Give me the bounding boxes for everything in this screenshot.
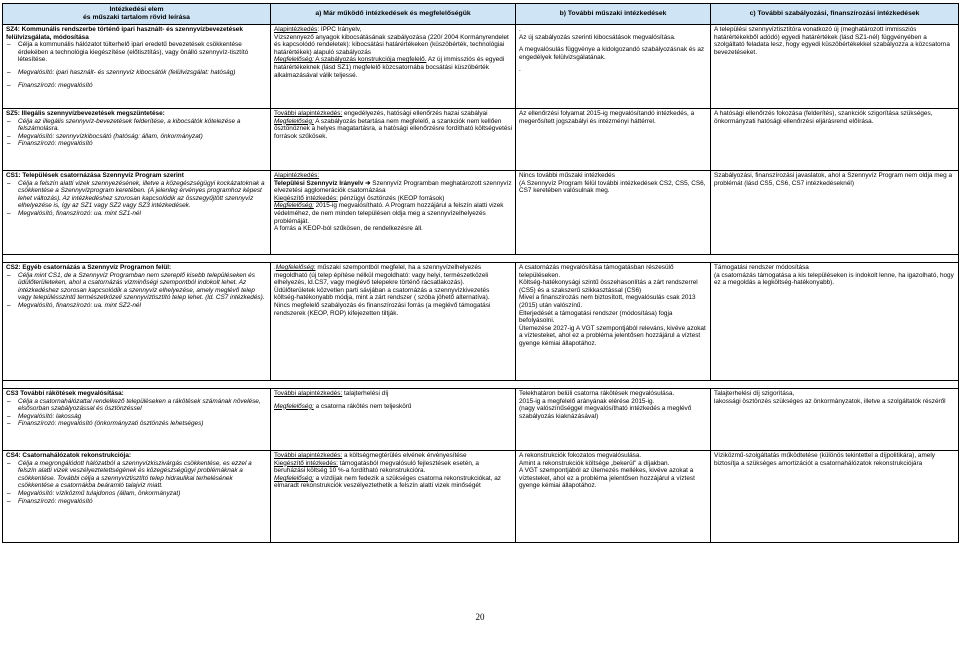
measure-row-cs2 [3,263,959,381]
cell-cs2-technical: A csatornázás megvalósítása támogatásban részesülő településeken. Költség-hatékonysági szintű összehasonlítás a zárt rendszerrel (CS5) és a szakszerű szikkasztással (CS6) Mivel a finanszírozás nem biztosított, megvalósulás csak 2013 (2015) után valószínű. Elterjedését a támogatási rendszer (módosítása) fogja befolyásolni. Ütemezése 2027-ig A VGT szempontjából releváns, kivéve azokat a víztesteket, ahol ez a probléma jelentősen hozzájárul a víztest gyenge kémiai állapotához. [516,263,711,381]
spacer-row [3,255,959,263]
measure-row-sz5 [3,109,959,171]
cell-cs2-regulatory: Támogatási rendszer módosítása (a csatornázás támogatása a kis településeken is indokolt lenne, ha igazolható, hogy ez a megoldás a legköltség-hatékonyabb). [711,263,959,381]
cell-cs4-regulatory: Víziközmű-szolgáltatás működtetése (különös tekintettel a díjpolitikára), amely biztosítja a szükséges amortizációt a csatornahálózatok rekonstrukciójára [711,451,959,543]
header-row [3,4,959,25]
cell-sz5-existing: További alapintézkedés: engedélyezés, hatósági ellenőrzés hazai szabályai Megfelelőség: A szabályozás betartása nem megfelelő, a szankciók nem kellően ösztönöznek a helyes magatartásra, a hatósági ellenőrzésre fordítható költségvetési források szűkösek. [271,109,516,171]
cell-cs1-technical: Nincs további műszaki intézkedés (A Szennyvíz Program félül további intézkedések CS2, CS5, CS6, CS7 keretében valósulnak meg. [516,171,711,255]
cell-sz5-technical: Az ellenőrzési folyamat 2015-ig megvalósítandó intézkedés, a megerősített jogszabályi és intézményi háttérrel. [516,109,711,171]
spacer-row [3,381,959,389]
measure-row-cs4 [3,451,959,543]
cell-cs1-regulatory: Szabályozási, finanszírozási javaslatok, ahol a Szennyvíz Program nem oldja meg a problémát (lásd CS5, CS6, CS7 intézkedéseknél) [711,171,959,255]
header-regulatory-measures: c) További szabályozási, finanszírozási intézkedések [711,4,959,25]
header-element-description: Intézkedési elem és műszaki tartalom rövid leírása [3,4,271,25]
cell-sz4-description: SZ4: Kommunális rendszerbe történő ipari használt- és szennyvízbevezetések felülvizsgálata, módosítása – Célja a kommunális hálózatot túlterhelő ipari eredetű bevezetések csökkentése érdekében a technológia kiegészítése (előtisztítás), vagy önálló szennyvíz-tisztító létesítése. – Megvalósító: ipari használt- és szennyvíz kibocsátók (felülvizsgálat: hatóság) – Finanszírozó: megvalósító [3,25,271,109]
cell-sz4-technical: . Az új szabályozás szerinti kibocsátások megvalósítása. A megvalósulás függvénye a kidolgozandó szabályozásnak és az engedélyek felülvizsgálatának. . [516,25,711,109]
cell-cs3-regulatory: Talajterhelési díj szigorítása, lakossági ösztönzés szükséges az önkormányzatok, illetve a szolgáltatók részéről [711,389,959,451]
measure-row-cs1 [3,171,959,255]
cell-cs4-existing: További alapintézkedés: a költségmegtérülés elvének érvényesítése Kiegészítő intézkedés: támogatásból megvalósuló fejlesztések esetén, a beruházási költség 10 %-a fordítható rekonstrukcióra. Megfelelőség: a vízdíjak nem fedezik a szükséges csatorna rekonstrukciókat, az elmaradt rekonstrukciók veszélyeztethetik a felszín alatti vizek minőségét [271,451,516,543]
cell-cs3-description: CS3 További rákötések megvalósítása: – Célja a csatornahálózattal rendelkező településeken a rákötések számának növelése, elsősorban szabályozással és ösztönzéssel – Megvalósító: lakosság – Finanszírozó: megvalósító (önkormányzati ösztönzés lehetséges) [3,389,271,451]
cell-cs4-technical: A rekonstrukciók fokozatos megvalósulása. Amint a rekonstrukciók költsége „bekerül" a díjakban. A VGT szempontjából az ütemezés mellékes, kivéve azokat a víztesteket, ahol ez a probléma jelentősen hozzájárul a víztest gyenge kémiai állapotához. [516,451,711,543]
cell-cs3-existing: További alapintézkedés: talajterhelési díj Megfelelőség: a csatorna rákötés nem teljeskörű [271,389,516,451]
measures-table [2,3,959,543]
arrow-icon: ➔ [365,179,371,187]
cell-sz4-regulatory: A települési szennyvíztisztítóra vonatkozó új (meghatározott immissziós határértékekből adódó) egyedi határértékek (lásd SZ1-nél) függvényében a szolgáltató feladata lesz, hogy egyedi küszöbértékekkel szabályozza a közcsatorna bevezetéseket. [711,25,959,109]
cell-sz5-regulatory: A hatósági ellenőrzés fokozása (felderítés), szankciók szigorítása szükséges, önkormányzati hatósági ellenőrzési eljárásrend előírása. [711,109,959,171]
cell-cs2-description: CS2: Egyéb csatornázás a Szennyvíz Programon felül: – Célja mint CS1, de a Szennyvíz Programban nem szereplő kisebb településeken és üdülőterületeken, ahol a csatornázás vízminőségi szempontból indokolt lehet. Az intézkedéshez szorosan kapcsolódik a szennyvíz elhelyezése, amely meglévő telep vagy településszintű természetközeli szennyvíztisztító telep lehet. (ld. CS7 intézkedés). – Megvalósító, finanszírozó: ua. mint SZ2-nél [3,263,271,381]
cell-cs1-existing: Alapintézkedés: Települési Szennyvíz Irányelv ➔ Szennyvíz Programban meghatározott szennyvíz elvezetési agglomerációk csatornázása Kiegészítő intézkedés: pénzügyi ösztönzés (KEOP források) Megfelelőség: 2015-ig megvalósítható. A Program hozzájárul a felszín alatti vizek védelméhez, de nem minden településen oldja meg a szennyvízelhelyezés problémáját. A forrás a KEOP-ból szűkösen, de rendelkezésre áll. [271,171,516,255]
cell-cs3-technical: Telekhatáron belüli csatorna rákötések megvalósulása. 2015-ig a megfelelő arányának elérése 2015-ig. (nagy valószínűséggel megvalósítható intézkedés a meglévő szabályozás kiaknázásával) [516,389,711,451]
measure-row-sz4 [3,25,959,109]
header-technical-measures: b) További műszaki intézkedések [516,4,711,25]
cell-sz4-existing: Alapintézkedés: IPPC Irányelv, Vízszennyező anyagok kibocsátásának szabályozása (220/ 2004 Kormányrendelet és kapcsolódó rendeletek): kibocsátási határértékeken (küszöbérték, technológiai határértékek) alapuló szabályozás Megfelelőség: A szabályozás konstrukciója megfelelő. Az új immissziós és egyedi határértékeknek (lásd SZ1) megfelelő közcsatornába bocsátási küszöbérték alkalmazásával válik teljessé. [271,25,516,109]
cell-cs2-existing: .Megfelelőség: műszaki szempontból megfelel, ha a szennyvízelhelyezés megoldható (új telep építése nélkül megoldható: vagy helyi, természetközeli elhelyezés, ld.CS7, vagy meglévő telepekre történő rácsatlakozás). Üdülőterületek közvetlen parti sávjában a csatornázás a szennyvízkivezetés költség-hatékonyabb módja, mint a zárt rendszer ( szóba jöhető alternatíva). Nincs megfelelő szabályozás és finanszírozási forrás (a meglévő támogatási rendszerek (KEOP, ROP) kifejezetten tiltják. [271,263,516,381]
cell-cs1-description: CS1: Települések csatornázása Szennyvíz Program szerint – Célja a felszín alatti vizek szennyezésének, illetve a közegészségügyi kockázatoknak a csökkentése a Szennyvízprogram keretében. (A jelenleg érvényes programhoz képest lehet változás). Az intézkedéshez szorosan kapcsolódik az összegyűjtött szennyvíz elhelyezése is, így az SZ1 vagy SZ2 vagy SZ3 intézkedések. – Megvalósító, finanszírozó: ua. mint SZ1-nél [3,171,271,255]
page-number: 20 [475,612,485,622]
header-existing-measures: a) Már működő intézkedések és megfelelőségük [271,4,516,25]
measure-row-cs3 [3,389,959,451]
cell-cs4-description: CS4: Csatornahálózatok rekonstrukciója: – Célja a megrongálódott hálózatból a szennyvízkiszivárgás csökkentése, es ezzel a felszín alatti vizek veszélyeztetettségének és közegészségügyi problémáknak a csökkentése. További célja a szennyvíztisztító telep hidraulikai terhelésének csökkentése a csatornákba beáramló talajvíz miatt. – Megvalósító: víziközmű tulajdonos (állam, önkormányzat) – Finanszírozó: megvalósító [3,451,271,543]
cell-sz5-description: SZ5: Illegális szennyvízbevezetések megszüntetése: – Célja az illegális szennyvíz-bevezetések felderítése, a kibocsátók kötelezése a felszámolásra. – Megvalósító: szennyvízkibocsátó (hatóság: állam, önkormányzat) – Finanszírozó: megvalósító [3,109,271,171]
